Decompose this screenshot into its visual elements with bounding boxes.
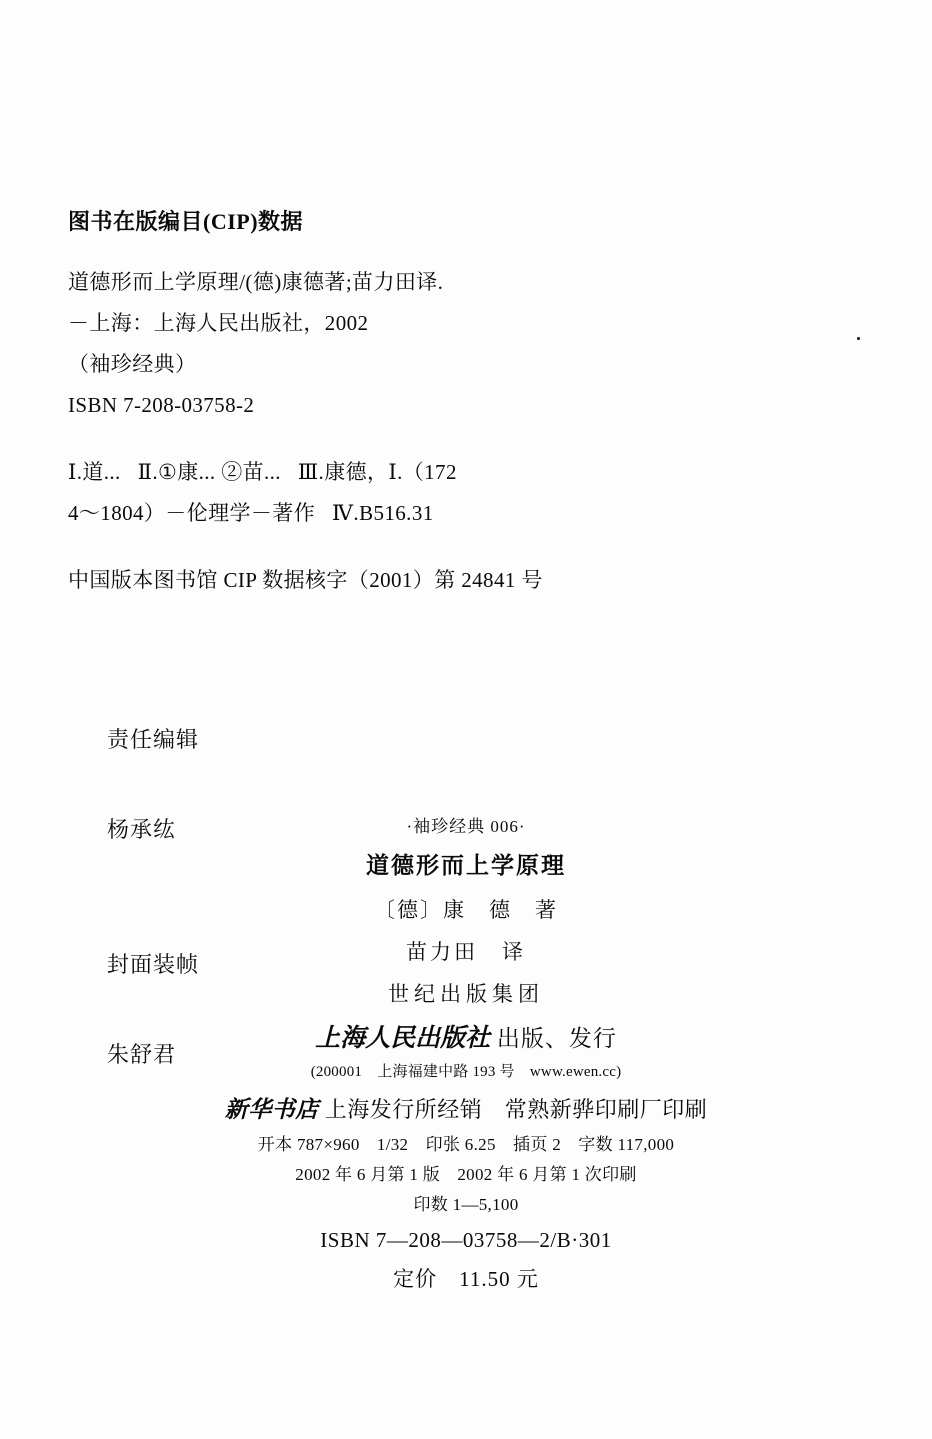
- editor-name: 杨承纮: [107, 817, 177, 842]
- distributor-line: [0, 1091, 932, 1124]
- cip-registry-line: 中国版本图书馆 CIP 数据核字（2001）第 24841 号: [68, 568, 543, 592]
- translator-line: 苗力田 译: [406, 940, 526, 964]
- print-run-line: 印数 1—5,100: [413, 1195, 519, 1214]
- publisher-suffix: 出版、发行: [496, 1026, 617, 1051]
- editor-label: 责任编辑: [107, 727, 200, 752]
- publisher-line: [0, 1018, 932, 1054]
- publishing-group-line: 世纪出版集团: [388, 982, 544, 1006]
- spacer: [68, 426, 708, 452]
- cip-classification-line-2: 4～1804）－伦理学－著作 Ⅳ.B516.31: [68, 501, 434, 525]
- spacer: [68, 534, 708, 560]
- series-mark: ·袖珍经典 006·: [406, 817, 526, 836]
- cip-block: [68, 205, 708, 601]
- xinhua-bookstore-logo: 新华书店: [224, 1096, 319, 1123]
- cip-line-publisher: －上海：上海人民出版社，2002: [68, 311, 369, 335]
- isbn-line: ISBN 7—208—03758—2/B·301: [320, 1228, 612, 1252]
- cip-line-title: 道德形而上学原理/(德)康德著;苗力田译.: [68, 270, 444, 294]
- author-line: 〔德〕康 德 著: [374, 898, 558, 922]
- cip-line-series: （袖珍经典）: [68, 352, 197, 376]
- distributor-text: 上海发行所经销 常熟新骅印刷厂印刷: [324, 1097, 708, 1122]
- edition-line: 2002 年 6 月第 1 版 2002 年 6 月第 1 次印刷: [295, 1165, 637, 1184]
- publisher-name: 上海人民出版社: [315, 1023, 491, 1052]
- cip-heading: 图书在版编目(CIP)数据: [68, 209, 304, 234]
- cover-label: 封面装帧: [107, 952, 200, 977]
- cip-classification-line-1: Ⅰ.道... Ⅱ.①康... ②苗... Ⅲ.康德，Ⅰ.（172: [68, 460, 457, 484]
- cover-name: 朱舒君: [107, 1042, 177, 1067]
- paper-speck: [857, 337, 860, 340]
- price-line: 定价 11.50 元: [393, 1267, 539, 1291]
- book-title: 道德形而上学原理: [366, 853, 566, 878]
- publisher-address: (200001 上海福建中路 193 号 www.ewen.cc): [310, 1064, 622, 1080]
- cip-line-isbn: ISBN 7-208-03758-2: [68, 393, 255, 417]
- colophon-block: [0, 812, 932, 1293]
- print-spec-line: 开本 787×960 1/32 印张 6.25 插页 2 字数 117,000: [257, 1135, 675, 1154]
